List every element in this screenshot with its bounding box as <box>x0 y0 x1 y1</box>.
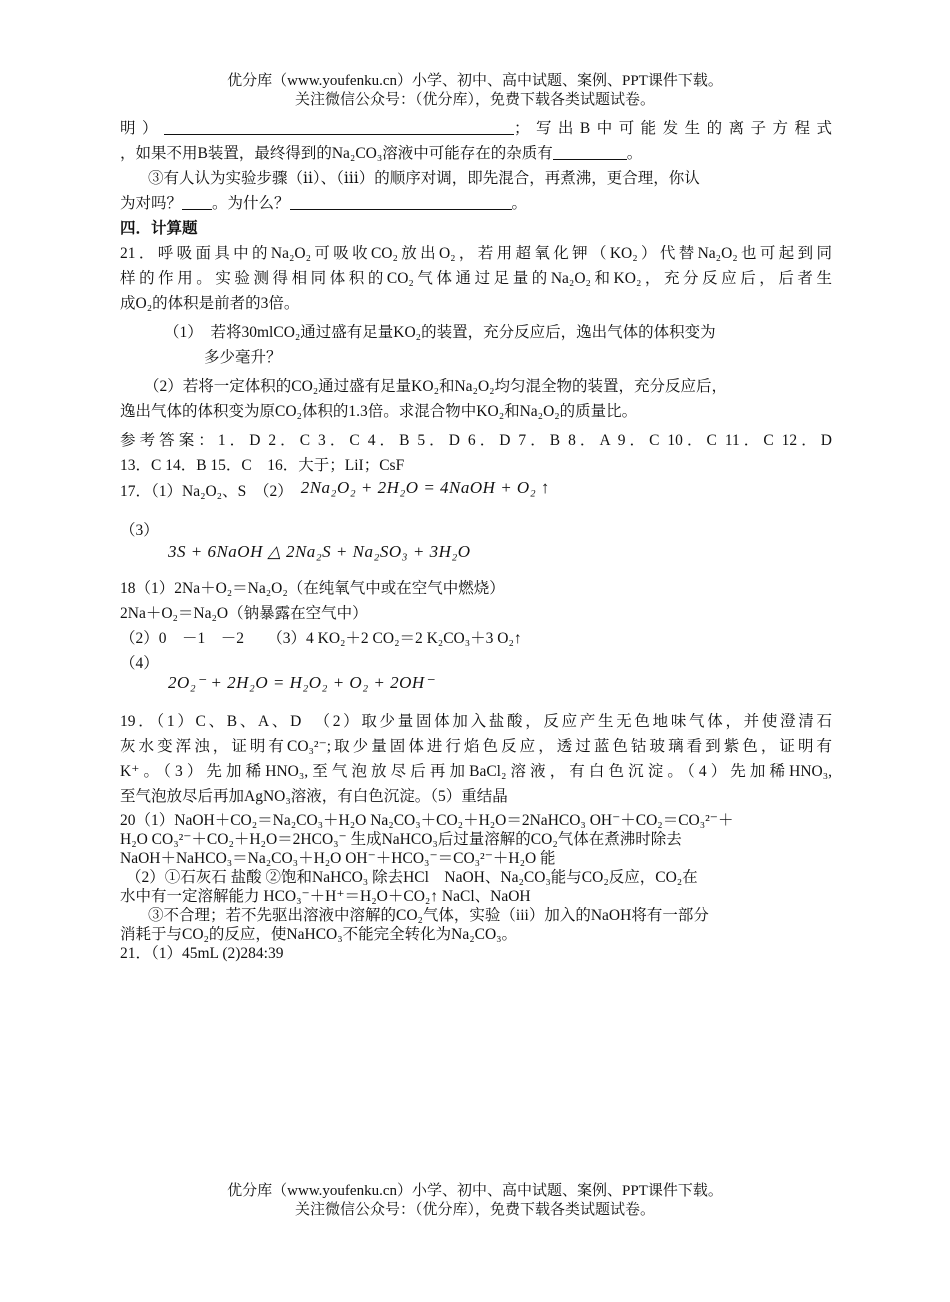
answer-20-line-2: H₂O CO₃²⁻＋CO₂＋H₂O＝2HCO₃⁻ 生成NaHCO₃后过量溶解的CO₂气体在煮沸时除去 <box>120 831 682 848</box>
document-body <box>120 116 832 963</box>
answer-18-line-4: （4） <box>120 655 159 672</box>
q20-continued-line-2: ，如果不用B装置，最终得到的Na₂CO₃溶液中可能存在的杂质有 。 <box>120 141 832 166</box>
answer-20-line-4: （2）①石灰石 盐酸 ②饱和NaHCO₃ 除去HCl NaOH、Na₂CO₃能与CO₂反应，CO₂在 <box>126 869 698 886</box>
answer-18-line-3: （2）0 －1 －2 （3）4 KO₂＋2 CO₂＝2 K₂CO₃＋3 O₂↑ <box>120 630 522 647</box>
answer-18-line-2: 2Na＋O₂＝Na₂O（钠暴露在空气中） <box>120 605 368 622</box>
answer-blank <box>182 191 212 210</box>
q21-part-1-line-2: 多少毫升？ <box>204 349 282 366</box>
footer-line-2: 关注微信公众号：（优分库），免费下载各类试题试卷。 <box>294 1202 655 1218</box>
answer-blank <box>290 191 512 210</box>
answer-20-block <box>120 811 832 963</box>
q21-part-1-line-1: （1） 若将30mlCO₂通过盛有足量KO₂的装置，充分反应后，逸出气体的体积变为 <box>164 324 716 341</box>
answer-18-line-1: 18（1）2Na＋O₂＝Na₂O₂（在纯氧气中或在空气中燃烧） <box>120 580 505 597</box>
q20-continued-line-3: ③有人认为实验步骤（ⅱ）、（ⅲ）的顺序对调，即先混合，再煮沸，更合理，你认 <box>148 170 700 187</box>
equation-18-4: 2O₂⁻ + 2H₂O = H₂O₂ + O₂ + 2OH⁻ <box>168 673 435 692</box>
answer-17-line-1: 17．（1）Na₂O₂、S （2） 2Na₂O₂ + 2H₂O = 4NaOH + O₂ ↑ <box>120 478 550 500</box>
footer-line-1: 优分库（www.youfenku.cn）小学、初中、高中试题、案例、PPT课件下载。 <box>227 1183 723 1199</box>
page-header <box>0 72 950 110</box>
answer-19-line-2: 灰水变浑浊，证明有CO₃²⁻;取少量固体进行焰色反应，透过蓝色钴玻璃看到紫色，证明有 <box>120 738 832 755</box>
answer-key-line-2: 13．C 14．B 15．C 16．大于；LiI；CsF <box>120 457 405 474</box>
q21-stem-line-2: 样的作用。实验测得相同体积的CO₂气体通过足量的Na₂O₂和KO₂，充分反应后，后者生 <box>120 270 832 287</box>
q21-stem-line-1: 21．呼吸面具中的Na₂O₂可吸收CO₂放出O₂，若用超氧化钾（KO₂）代替Na₂O₂也可起到同 <box>120 245 832 262</box>
answer-20-line-1: 20（1）NaOH＋CO₂＝Na₂CO₃＋H₂O Na₂CO₃＋CO₂＋H₂O＝2NaHCO₃ OH⁻＋CO₂＝CO₃²⁻＋ <box>120 812 734 829</box>
answer-19-line-3: K⁺。（3）先加稀HNO₃,至气泡放尽后再加BaCl₂溶液，有白色沉淀。（4）先加稀HNO₃, <box>120 763 832 780</box>
answer-blank <box>553 141 627 160</box>
answer-21: 21．（1）45mL (2)284:39 <box>120 945 284 962</box>
q20-continued-line-1: 明） ；写出B中可能发生的离子方程式 <box>120 116 832 141</box>
header-line-1: 优分库（www.youfenku.cn）小学、初中、高中试题、案例、PPT课件下载。 <box>227 73 723 89</box>
equation-17-3: 3S + 6NaOH △ 2Na₂S + Na₂SO₃ + 3H₂O <box>168 542 471 561</box>
answer-20-line-6: ③不合理；若不先驱出溶液中溶解的CO₂气体，实验（iii）加入的NaOH将有一部分 <box>148 907 709 924</box>
answer-17-line-2: （3） <box>120 522 159 539</box>
page-footer <box>0 1182 950 1220</box>
answer-20-line-7: 消耗于与CO₂的反应，使NaHCO₃不能完全转化为Na₂CO₃。 <box>120 926 518 943</box>
answer-20-line-3: NaOH＋NaHCO₃＝Na₂CO₃＋H₂O OH⁻＋HCO₃⁻＝CO₃²⁻＋H₂O 能 <box>120 850 556 867</box>
answer-20-line-5: 水中有一定溶解能力 HCO₃⁻＋H⁺＝H₂O＋CO₂↑ NaCl、NaOH <box>120 888 531 905</box>
answer-blank <box>164 116 514 135</box>
answer-key-line-1: 参考答案：1．D 2．C 3．C 4．B 5．D 6．D 7．B 8．A 9．C 10．C 11．C 12．D <box>120 432 832 449</box>
q20-continued-line-4: 为对吗？ 。为什么？ 。 <box>120 191 832 216</box>
q21-part-2-line-1: （2）若将一定体积的CO₂通过盛有足量KO₂和Na₂O₂均匀混全物的装置，充分反应后， <box>144 378 728 395</box>
header-line-2: 关注微信公众号：（优分库），免费下载各类试题试卷。 <box>294 92 655 108</box>
answer-19-line-4: 至气泡放尽后再加AgNO₃溶液，有白色沉淀。（5）重结晶 <box>120 788 508 805</box>
answer-19-line-1: 19．（1）C、B、A、D （2）取少量固体加入盐酸，反应产生无色地味气体，并使澄清石 <box>120 713 832 730</box>
q21-part-2-line-2: 逸出气体的体积变为原CO₂体积的1.3倍。求混合物中KO₂和Na₂O₂的质量比。 <box>120 403 638 420</box>
equation-17-2: 2Na₂O₂ + 2H₂O = 4NaOH + O₂ ↑ <box>300 478 550 497</box>
q21-stem-line-3: 成O₂的体积是前者的3倍。 <box>120 295 300 312</box>
section-title: 四．计算题 <box>120 220 198 237</box>
